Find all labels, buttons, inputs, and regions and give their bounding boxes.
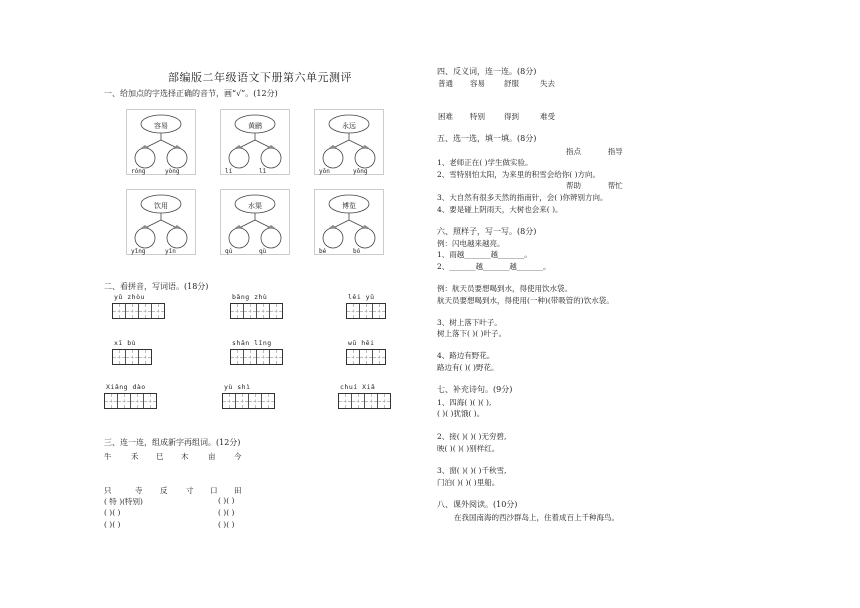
pinyin-option-right[interactable]: qù bbox=[259, 248, 267, 255]
grid-cell[interactable] bbox=[360, 304, 373, 318]
q6-line-3: 3、树上落下叶子。 bbox=[437, 318, 502, 327]
antonym-bottom[interactable]: 得到 bbox=[504, 112, 519, 121]
grid-cell[interactable] bbox=[352, 394, 365, 408]
option-bangzhu: 帮助 bbox=[566, 181, 581, 190]
grid-cell[interactable] bbox=[270, 350, 282, 364]
pinyin-option-right[interactable]: lǐ bbox=[259, 168, 267, 175]
grid-cell[interactable] bbox=[347, 350, 360, 364]
q5-options-2 bbox=[566, 180, 623, 191]
writing-grid[interactable] bbox=[338, 393, 391, 409]
pinyin-label: yǔ zhòu bbox=[114, 293, 145, 301]
antonym-top[interactable]: 舒服 bbox=[504, 79, 519, 88]
grid-cell[interactable] bbox=[231, 350, 244, 364]
pinyin-option-left[interactable]: róng bbox=[131, 168, 146, 175]
grid-cell[interactable] bbox=[244, 304, 257, 318]
grid-cell[interactable] bbox=[144, 394, 156, 408]
pinyin-option-left[interactable]: bé bbox=[319, 248, 327, 255]
q6-line-4: 4、路边有野花。 bbox=[437, 351, 495, 360]
option-zhidao: 指导 bbox=[607, 147, 623, 156]
pinyin-option-left[interactable]: qú bbox=[225, 248, 233, 255]
grid-cell[interactable] bbox=[113, 304, 126, 318]
apple-tree-card bbox=[220, 109, 290, 175]
grid-cell[interactable] bbox=[236, 394, 249, 408]
tree-word: 永远 bbox=[342, 122, 356, 130]
antonym-bottom[interactable]: 困难 bbox=[438, 112, 453, 121]
grid-cell[interactable] bbox=[257, 350, 270, 364]
grid-cell[interactable] bbox=[373, 304, 385, 318]
grid-cell[interactable] bbox=[347, 304, 360, 318]
grid-cell[interactable] bbox=[131, 394, 144, 408]
q7-b2: 映( )( )( )别样红。 bbox=[437, 444, 500, 453]
radical-bottom[interactable]: 口 bbox=[210, 486, 218, 495]
q7-b1: 2、接( )( )( )无穷碧, bbox=[437, 432, 507, 441]
q5-sentence-3: 3、大自然有很多天然的指南针，会( )你辨别方向。 bbox=[437, 193, 608, 202]
grid-cell[interactable] bbox=[105, 394, 118, 408]
q5-options-1 bbox=[566, 146, 623, 157]
q7-c1: 3、窗( )( )( )千秋雪, bbox=[437, 466, 507, 475]
grid-cell[interactable] bbox=[231, 304, 244, 318]
radical-top[interactable]: 亩 bbox=[208, 452, 216, 461]
q3-blank-row[interactable]: ( )( ) bbox=[104, 508, 121, 517]
pinyin-option-right[interactable]: yòng bbox=[165, 168, 180, 175]
antonym-top[interactable]: 容易 bbox=[470, 79, 485, 88]
radical-top[interactable]: 巳 bbox=[156, 452, 164, 461]
pinyin-label: shān lǐng bbox=[232, 339, 272, 347]
grid-cell[interactable] bbox=[262, 394, 274, 408]
radical-top[interactable]: 木 bbox=[181, 452, 189, 461]
pinyin-label: lěi yǔ bbox=[348, 293, 375, 301]
q8-paragraph-1: 在我国南海的西沙群岛上，住着成百上千种海鸟。 bbox=[454, 513, 619, 522]
q7-c2: 门泊( )( )( )里船。 bbox=[437, 478, 500, 487]
writing-grid[interactable] bbox=[230, 303, 283, 319]
apple-tree-card bbox=[126, 109, 196, 175]
pinyin-label: chuí Xiǎ bbox=[340, 383, 376, 391]
grid-cell[interactable] bbox=[139, 304, 152, 318]
tree-word: 饮用 bbox=[154, 202, 168, 210]
radical-top[interactable]: 今 bbox=[234, 452, 242, 461]
grid-cell[interactable] bbox=[257, 304, 270, 318]
q5-sentence-4: 4、要是碰上阴雨天，大树也会来( )。 bbox=[437, 205, 563, 214]
pinyin-label: bǎng zhù bbox=[232, 293, 268, 301]
grid-cell[interactable] bbox=[360, 350, 373, 364]
tree-word: 博览 bbox=[342, 202, 356, 210]
q6-line-3b: 树上落下( )( )叶子。 bbox=[437, 329, 506, 338]
grid-cell[interactable] bbox=[113, 350, 126, 364]
q6-example-2: 例：航天员要想喝到水，得使用饮水袋。 bbox=[437, 284, 572, 293]
radical-top[interactable]: 禾 bbox=[131, 452, 139, 461]
q6-example-2b: 航天员要想喝到水，得使用(一种)(带吸管的)饮水袋。 bbox=[437, 296, 614, 305]
writing-grid[interactable] bbox=[346, 349, 386, 365]
q5-sentence-1: 1、老师正在( )学生做实验。 bbox=[437, 158, 533, 167]
q6-line-4b: 路边有( )( )野花。 bbox=[437, 363, 499, 372]
option-bangmang: 帮忙 bbox=[607, 181, 623, 190]
q2-heading: 二、看拼音，写词语。(18分) bbox=[104, 282, 209, 291]
q6-heading: 六、照样子，写一写。(8分) bbox=[437, 227, 537, 236]
writing-grid[interactable] bbox=[112, 303, 165, 319]
q6-line-1: 1、雨越_______越_______。 bbox=[437, 250, 532, 259]
apple-tree-card bbox=[314, 189, 384, 255]
option-zhidian: 指点 bbox=[566, 147, 581, 156]
tree-word: 容易 bbox=[154, 122, 168, 130]
antonym-top[interactable]: 失去 bbox=[540, 79, 555, 88]
pinyin-label: yù shì bbox=[224, 383, 251, 391]
pinyin-option-left[interactable]: yǐng bbox=[131, 248, 146, 255]
q3-heading: 三、连一连，组成新字再组词。(12分) bbox=[104, 438, 241, 447]
grid-cell[interactable] bbox=[373, 350, 385, 364]
grid-cell[interactable] bbox=[126, 304, 139, 318]
q3-example: ( 特 )(特别) bbox=[104, 497, 143, 506]
q5-heading: 五、选一选，填一填。(8分) bbox=[437, 134, 537, 143]
writing-grid[interactable] bbox=[104, 393, 157, 409]
q8-heading: 八、课外阅读。(10分) bbox=[437, 500, 518, 509]
q7-a1: 1、四海( )( )( ), bbox=[437, 398, 492, 407]
pinyin-option-left[interactable]: lí bbox=[225, 168, 233, 175]
q5-sentence-2: 2、雪特别怕太阳，为来里的积雪会给你( )方向。 bbox=[437, 170, 601, 179]
radical-bottom[interactable]: 田 bbox=[234, 486, 242, 495]
grid-cell[interactable] bbox=[126, 350, 139, 364]
radical-bottom[interactable]: 反 bbox=[160, 486, 168, 495]
grid-cell[interactable] bbox=[118, 394, 131, 408]
antonym-bottom[interactable]: 特别 bbox=[470, 112, 485, 121]
antonym-bottom[interactable]: 难受 bbox=[540, 112, 555, 121]
pinyin-label: wū hēi bbox=[348, 339, 375, 347]
q1-heading: 一、给加点的字选择正确的音节，画“√”。(12分) bbox=[104, 89, 278, 98]
tree-word: 黄鹂 bbox=[248, 122, 262, 130]
pinyin-option-right[interactable]: bó bbox=[353, 248, 361, 255]
writing-grid[interactable] bbox=[112, 349, 152, 365]
radical-bottom[interactable]: 寺 bbox=[135, 486, 143, 495]
radical-bottom[interactable]: 只 bbox=[104, 486, 112, 495]
grid-cell[interactable] bbox=[378, 394, 390, 408]
writing-grid[interactable] bbox=[230, 349, 283, 365]
apple-tree-card bbox=[314, 109, 384, 175]
q6-example-1: 例：闪电越来越亮。 bbox=[437, 239, 505, 248]
grid-cell[interactable] bbox=[152, 304, 164, 318]
q4-heading: 四、反义词，连一连。(8分) bbox=[437, 67, 537, 76]
apple-tree-card bbox=[126, 189, 196, 255]
grid-cell[interactable] bbox=[244, 350, 257, 364]
q7-a2: ( )( )犹饿( )。 bbox=[437, 409, 485, 418]
grid-cell[interactable] bbox=[249, 394, 262, 408]
q3-blank-row[interactable]: ( )( ) bbox=[218, 520, 235, 529]
q3-blank-row[interactable]: ( )( ) bbox=[218, 508, 235, 517]
pinyin-label: xī bù bbox=[114, 339, 137, 347]
grid-cell[interactable] bbox=[270, 304, 282, 318]
antonym-top[interactable]: 普通 bbox=[438, 79, 453, 88]
apple-tree-card bbox=[220, 189, 290, 255]
q3-blank-row[interactable]: ( )( ) bbox=[104, 520, 121, 529]
q6-line-2: 2、_______越_______越_______。 bbox=[437, 262, 551, 271]
pinyin-label: Xiǎng dào bbox=[106, 383, 146, 391]
pinyin-option-right[interactable]: yǐn bbox=[165, 248, 176, 255]
pinyin-option-left[interactable]: yǒn bbox=[319, 168, 330, 175]
grid-cell[interactable] bbox=[223, 394, 236, 408]
q7-heading: 七、补充诗句。(9分) bbox=[437, 385, 513, 394]
writing-grid[interactable] bbox=[222, 393, 275, 409]
radical-top[interactable]: 牛 bbox=[104, 452, 112, 461]
q3-blank-row[interactable]: ( )( ) bbox=[218, 496, 235, 505]
pinyin-option-right[interactable]: yǒng bbox=[353, 168, 368, 175]
grid-cell[interactable] bbox=[339, 394, 352, 408]
grid-cell[interactable] bbox=[365, 394, 378, 408]
radical-bottom[interactable]: 寸 bbox=[186, 486, 194, 495]
page-title: 部编版二年级语文下册第六单元测评 bbox=[168, 71, 352, 84]
writing-grid[interactable] bbox=[346, 303, 386, 319]
tree-word: 水渠 bbox=[248, 202, 262, 210]
grid-cell[interactable] bbox=[139, 350, 151, 364]
